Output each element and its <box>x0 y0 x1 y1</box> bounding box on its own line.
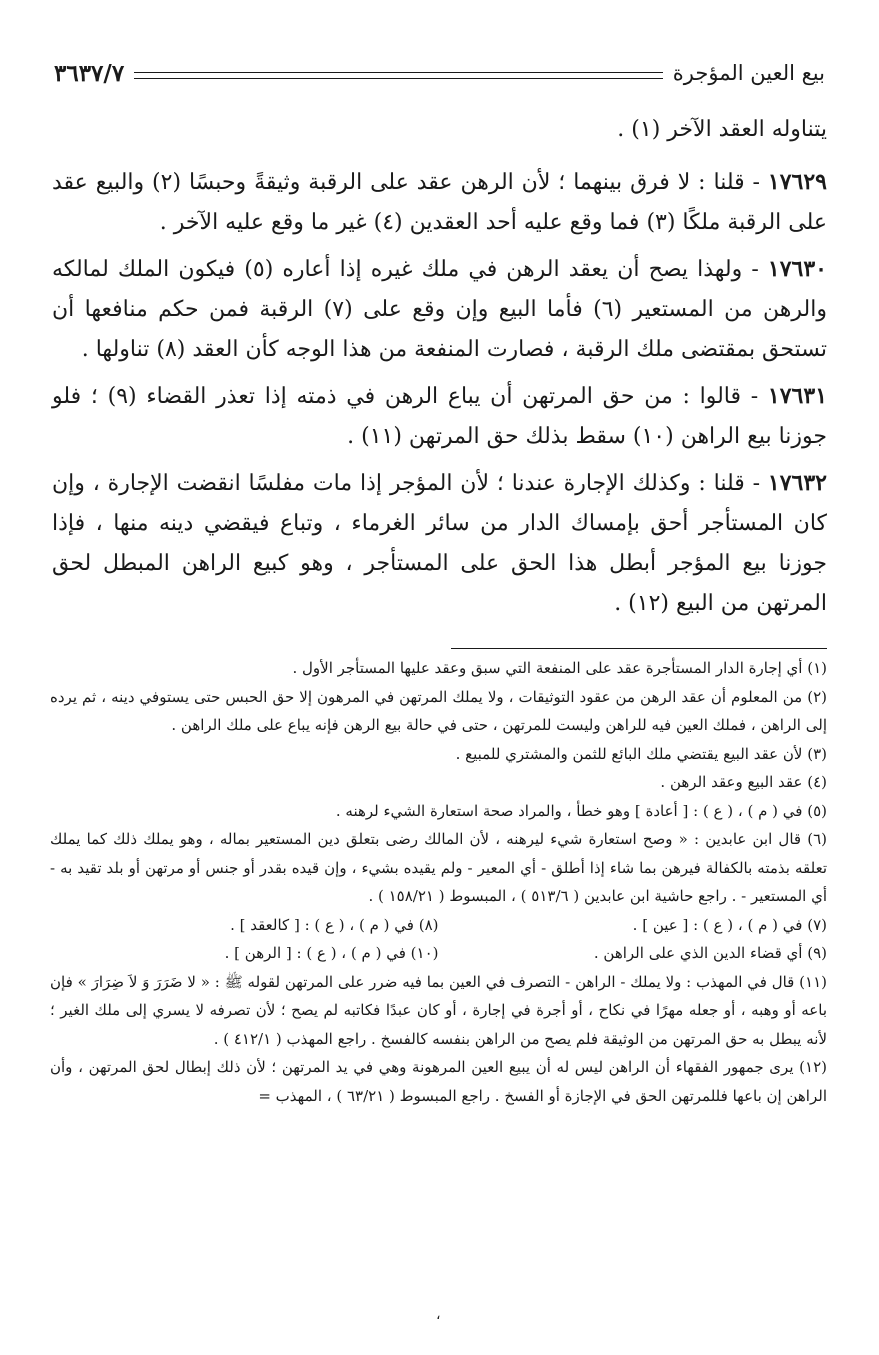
main-text <box>52 110 827 630</box>
footnote: (١١) قال في المهذب : ولا يملك - الراهن - التصرف في العين بما فيه ضرر على المرتهن لقوله ﷺ : « لا ضَرَرَ وَ لاَ ضِرَارَ » فإن باعه أو وهبه ، أو جعله مهرًا في نكاح ، أو أجرة في إجارة ، أو كان عبدًا فكاتبه لم يصح ؛ لأن تصرفه لا يسري إلى ملك الغير ؛ لأنه يبطل به حق المرتهن من الوثيقة فلم يصح من الراهن بنفسه كالفسخ . راجع المهذب ( ٤١٢/١ ) . <box>50 972 827 1048</box>
paragraph <box>52 376 827 457</box>
footnote: (٢) من المعلوم أن عقد الرهن من عقود التوثيقات ، ولا يملك المرتهن في المرهون إلا حق الحبس حتى يستوفي دينه ، ثم يرده إلى الراهن ، فملك العين فيه للراهن وليست للمرتهن ، حتى في حالة بيع الرهن فإنه يباع على ملك الراهن . <box>50 687 827 734</box>
paragraph-text: - قلنا : وكذلك الإجارة عندنا ؛ لأن المؤجر إذا مات مفلسًا انقضت الإجارة ، وإن كان المستأجر أحق بإمساك الدار من سائر الغرماء ، وتباع فيقضي دينه منها ، فإذا جوزنا بيع المؤجر أبطل هذا الحق على المستأجر ، وهو كبيع الراهن المبطل لحق المرتهن من البيع (١٢) . <box>52 471 827 616</box>
footnote: (٤) عقد البيع وعقد الرهن . <box>660 773 827 791</box>
paragraph-number: ١٧٦٣٠ <box>767 256 827 282</box>
header-rule <box>134 72 663 79</box>
paragraph-text: - ولهذا يصح أن يعقد الرهن في ملك غيره إذا أعاره (٥) فيكون الملك لمالكه والرهن من المستعير (٦) فأما البيع وإن وقع على (٧) الرقبة فمن حكم منافعها أن تستحق بمقتضى ملك الرقبة ، فصارت المنفعة من هذا الوجه كأن العقد (٨) تناولها . <box>52 257 827 362</box>
paragraph <box>52 162 827 243</box>
header-title: بيع العين المؤجرة <box>672 61 825 85</box>
paragraph <box>52 463 827 624</box>
footnotes <box>50 654 827 1110</box>
footnote-separator <box>451 648 827 649</box>
footnote: (٩) أي قضاء الدين الذي على الراهن . <box>593 944 827 962</box>
footnote: (١٠) في ( م ) ، ( ع ) : [ الرهن ] . <box>224 944 439 962</box>
paragraph-number: ١٧٦٢٩ <box>767 169 827 195</box>
footnote: (١٢) يرى جمهور الفقهاء أن الراهن ليس له أن يبيع العين المرهونة وهي في يد المرتهن ؛ لأن ذلك إبطال لحق المرتهن ، وأن الراهن إن باعها فللمرتهن الحق في الإجازة أو الفسخ . راجع المبسوط ( ٦٣/٢١ ) ، المهذب = <box>50 1058 827 1105</box>
running-header <box>54 56 825 90</box>
lead-line: يتناوله العقد الآخر (١) . <box>617 117 827 142</box>
footnote: (٥) في ( م ) ، ( ع ) : [ أعادة ] وهو خطأ ، والمراد صحة استعارة الشيء لرهنه . <box>335 801 827 820</box>
footnote-pair <box>50 911 827 940</box>
corner-mark: ، <box>436 1307 441 1323</box>
footnote: (٣) لأن عقد البيع يقتضي ملك البائع للثمن والمشتري للمبيع . <box>455 744 827 763</box>
paragraph-number: ١٧٦٣١ <box>767 383 828 409</box>
footnote-pair <box>50 939 827 968</box>
footnote: (٦) قال ابن عابدين : « وصح استعارة شيء ليرهنه ، لأن المالك رضى بتعلق دين المستعير بماله ، وهو يملك ذلك كما يملك تعلقه بذمته بالكفالة فيرهن بما شاء إذا أطلق - أي المعير - ولم يقيده بشيء ، وإن قيده بقدر أو جنس أو مرتهن أو بلد تقيد به - أي المستعير - . راجع حاشية ابن عابدين ( ٥١٣/٦ ) ، المبسوط ( ١٥٨/٢١ ) . <box>50 830 827 905</box>
footnote: (١) أي إجارة الدار المستأجرة عقد على المنفعة التي سبق وعقد عليها المستأجر الأول . <box>292 659 827 677</box>
page-number: ٣٦٣٧/٧ <box>54 59 125 87</box>
footnote: (٨) في ( م ) ، ( ع ) : [ كالعقد ] . <box>230 915 439 934</box>
paragraph-text: - قلنا : لا فرق بينهما ؛ لأن الرهن عقد على الرقبة وثيقةً وحبسًا (٢) والبيع عقد على الرقبة ملكًا (٣) فما وقع عليه أحد العقدين (٤) غير ما وقع عليه الآخر . <box>52 170 827 235</box>
paragraph-text: - قالوا : من حق المرتهن أن يباع الرهن في ذمته إذا تعذر القضاء (٩) ؛ فلو جوزنا بيع الراهن (١٠) سقط بذلك حق المرتهن (١١) . <box>52 384 827 449</box>
footnote: (٧) في ( م ) ، ( ع ) : [ عين ] . <box>632 915 827 934</box>
paragraph <box>52 249 827 370</box>
paragraph-number: ١٧٦٣٢ <box>767 470 827 496</box>
